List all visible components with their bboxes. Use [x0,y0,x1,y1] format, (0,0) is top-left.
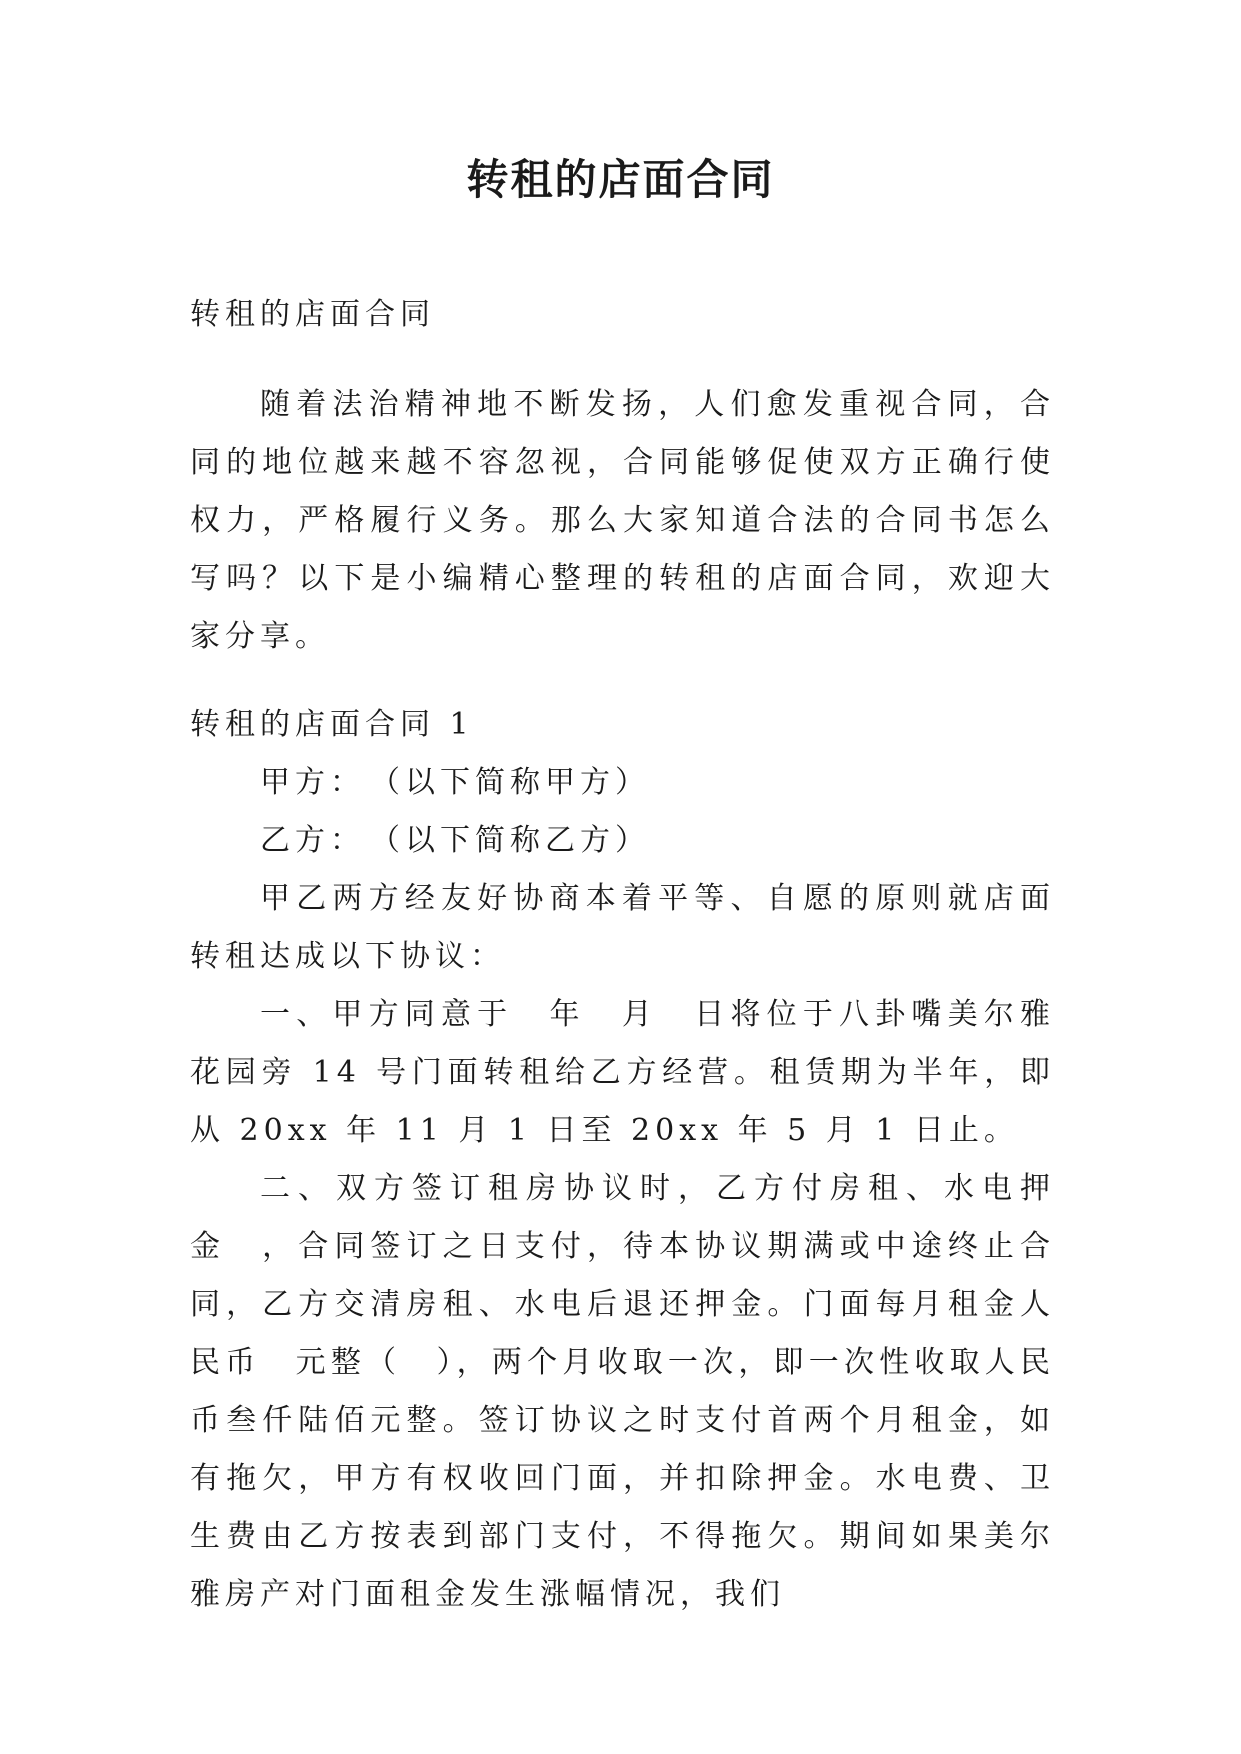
document-subtitle: 转租的店面合同 [190,297,435,332]
document-body [190,286,1055,1624]
clause-2-paragraph: 二、双方签订租房协议时，乙方付房租、水电押金 ，合同签订之日支付，待本协议期满或中途终止合同，乙方交清房租、水电后退还押金。门面每月租金人民币 元整（ ），两个月收取一次，即一次性收取人民币叁仟陆佰元整。签订协议之时支付首两个月租金，如有拖欠，甲方有权收回门面，并扣除押金。水电费、卫生费由乙方按表到部门支付，不得拖欠。期间如果美尔雅房产对门面租金发生涨幅情况，我们 [190,1171,1055,1612]
party-b-line: 乙方： （以下简称乙方） [260,823,650,858]
intro-paragraph: 随着法治精神地不断发扬，人们愈发重视合同，合同的地位越来越不容忽视，合同能够促使双方正确行使权力，严格履行义务。那么大家知道合法的合同书怎么写吗？以下是小编精心整理的转租的店面合同，欢迎大家分享。 [190,387,1055,654]
agreement-paragraph: 甲乙两方经友好协商本着平等、自愿的原则就店面转租达成以下协议： [190,881,1055,974]
section-heading: 转租的店面合同 1 [190,707,474,742]
party-a-line: 甲方： （以下简称甲方） [260,765,650,800]
document-title: 转租的店面合同 [466,155,775,204]
clause-1-paragraph: 一、甲方同意于 年 月 日将位于八卦嘴美尔雅花园旁 14 号门面转租给乙方经营。租赁期为半年，即从 20xx 年 11 月 1 日至 20xx 年 5 月 1 日止。 [190,997,1055,1148]
